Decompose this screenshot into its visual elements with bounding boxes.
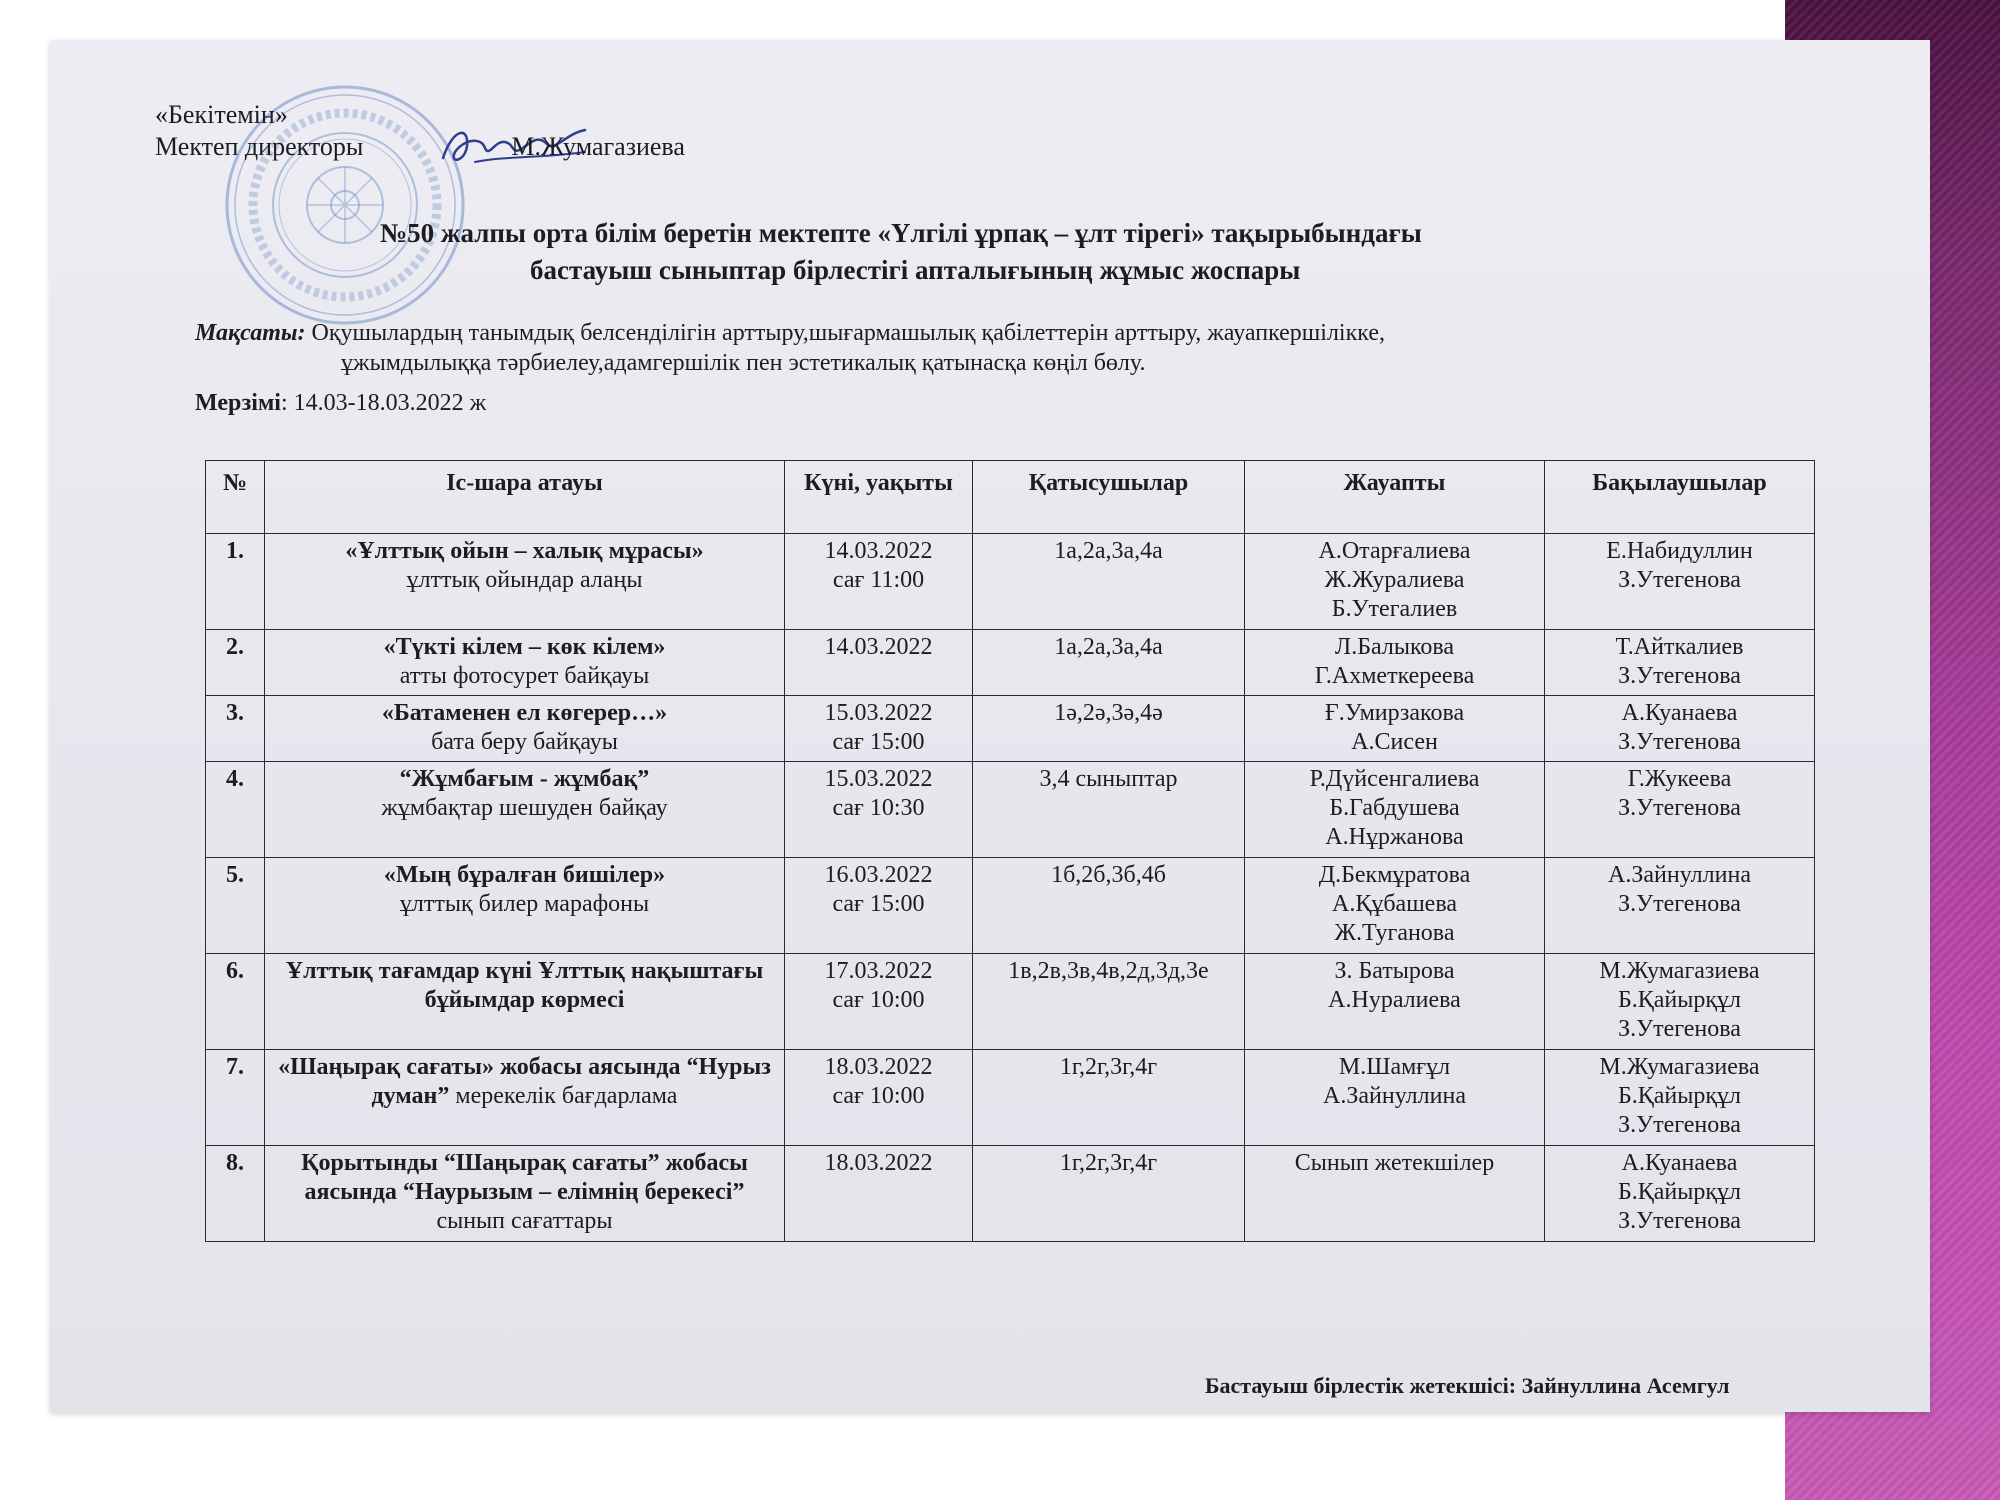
event-title: «Мың бұралған бишілер»	[383, 862, 666, 888]
responsible-name: Ғ.Умирзакова	[1324, 700, 1465, 726]
cell-number	[206, 630, 265, 696]
cell-participants	[973, 1146, 1245, 1242]
responsible-name: Г.Ахметкереева	[1314, 663, 1475, 689]
responsible-name: Р.Дүйсенгалиева	[1309, 766, 1480, 792]
responsible-name: А.Құбашева	[1331, 891, 1457, 917]
participants-value: 1б,2б,3б,4б	[1051, 862, 1166, 888]
responsible-name: М.Шамғұл	[1338, 1054, 1451, 1080]
date-line: 16.03.2022	[824, 862, 933, 888]
cell-date-time	[785, 858, 973, 954]
event-subtitle: ұлттық ойындар алаңы	[406, 567, 643, 593]
goal-text-1: Оқушылардың танымдық белсенділігін арттыру,шығармашылық қабілеттерін арттыру, жауапкершілікке,	[305, 320, 1385, 346]
goal-text-2: ұжымдылыққа тәрбиелеу,адамгершілік пен эстетикалық қатынасқа көңіл бөлу.	[341, 350, 1146, 376]
date-line: 14.03.2022	[824, 538, 933, 564]
row-number: 3.	[226, 700, 244, 726]
cell-participants	[973, 954, 1245, 1050]
responsible-name: Л.Балыкова	[1334, 634, 1455, 660]
date-line: 15.03.2022	[824, 766, 933, 792]
responsible-name: Ж.Журалиева	[1324, 567, 1465, 593]
cell-responsible	[1245, 858, 1545, 954]
participants-value: 1ә,2ә,3ә,4ә	[1054, 700, 1163, 726]
term-section	[195, 390, 486, 417]
participants-value: 1г,2г,3г,4г	[1059, 1150, 1158, 1176]
cell-number	[206, 534, 265, 630]
date-line: сағ 10:00	[832, 1083, 925, 1109]
cell-date-time	[785, 1146, 973, 1242]
observer-name: З.Утегенова	[1618, 1016, 1741, 1042]
observer-name: М.Жумагазиева	[1599, 958, 1760, 984]
event-title: «Батаменен ел көгерер…»	[381, 700, 668, 726]
row-number: 2.	[226, 634, 244, 660]
cell-date-time	[785, 630, 973, 696]
table-row	[206, 762, 1815, 858]
event-subtitle: жұмбақтар шешуден байқау	[381, 795, 668, 821]
row-number: 6.	[226, 958, 244, 984]
row-number: 1.	[226, 538, 244, 564]
event-title-main: Қорытынды “Шаңырақ сағаты” жобасы аясында “Наурызым – елімнің берекесі”	[301, 1150, 748, 1205]
header-responsible: Жауапты	[1245, 461, 1545, 534]
observer-name: Б.Қайырқұл	[1617, 987, 1742, 1013]
event-title	[278, 1054, 771, 1109]
row-number: 7.	[226, 1054, 244, 1080]
cell-number	[206, 696, 265, 762]
date-line: 17.03.2022	[824, 958, 933, 984]
table-row	[206, 1050, 1815, 1146]
cell-observers	[1545, 630, 1815, 696]
observer-name: Б.Қайырқұл	[1617, 1179, 1742, 1205]
header-observers: Бақылаушылар	[1545, 461, 1815, 534]
cell-participants	[973, 630, 1245, 696]
observer-name: Б.Қайырқұл	[1617, 1083, 1742, 1109]
table-row	[206, 954, 1815, 1050]
table-row	[206, 1146, 1815, 1242]
goal-line-1	[195, 318, 1385, 348]
cell-responsible	[1245, 630, 1545, 696]
event-subtitle: бата беру байқауы	[431, 729, 618, 755]
header-participants: Қатысушылар	[973, 461, 1245, 534]
date-line: 14.03.2022	[824, 634, 933, 660]
cell-observers	[1545, 696, 1815, 762]
participants-value: 3,4 сыныптар	[1039, 766, 1178, 792]
cell-date-time	[785, 1050, 973, 1146]
observer-name: А.Зайнуллина	[1608, 862, 1751, 888]
director-line	[155, 132, 685, 162]
cell-number	[206, 1146, 265, 1242]
cell-observers	[1545, 1146, 1815, 1242]
cell-event-name	[265, 534, 785, 630]
cell-date-time	[785, 534, 973, 630]
event-title-suffix: сынып сағаттары	[436, 1208, 613, 1234]
cell-event-name	[265, 630, 785, 696]
document-title-line-1: №50 жалпы орта білім беретін мектепте «Үлгілі ұрпақ – ұлт тірегі» тақырыбындағы	[380, 218, 1422, 248]
observer-name: З.Утегенова	[1618, 795, 1741, 821]
cell-number	[206, 954, 265, 1050]
director-role: Мектеп директоры	[155, 132, 364, 161]
event-title-suffix: мерекелік бағдарлама	[449, 1083, 678, 1109]
event-title: «Ұлттық ойын – халық мұрасы»	[345, 538, 704, 564]
cell-event-name	[265, 1050, 785, 1146]
cell-responsible	[1245, 762, 1545, 858]
cell-responsible	[1245, 954, 1545, 1050]
cell-participants	[973, 858, 1245, 954]
event-subtitle: ұлттық билер марафоны	[399, 891, 650, 917]
observer-name: Е.Набидуллин	[1606, 538, 1753, 564]
document-title-line-2: бастауыш сыныптар бірлестігі апталығының жұмыс жоспары	[530, 255, 1301, 285]
responsible-name: А.Отарғалиева	[1318, 538, 1471, 564]
cell-event-name	[265, 696, 785, 762]
date-line: сағ 15:00	[832, 891, 925, 917]
cell-participants	[973, 534, 1245, 630]
table-body	[206, 534, 1815, 1242]
cell-event-name	[265, 1146, 785, 1242]
cell-observers	[1545, 858, 1815, 954]
table-header-row	[206, 461, 1815, 534]
table-row	[206, 534, 1815, 630]
cell-responsible	[1245, 696, 1545, 762]
term-label: Мерзімі	[195, 390, 281, 416]
table-row	[206, 696, 1815, 762]
date-line: 15.03.2022	[824, 700, 933, 726]
event-plan-table	[205, 460, 1815, 1242]
cell-observers	[1545, 1050, 1815, 1146]
approval-heading: «Бекітемін»	[155, 100, 288, 129]
date-line: сағ 15:00	[832, 729, 925, 755]
responsible-name: Д.Бекмұратова	[1318, 862, 1471, 888]
date-line: сағ 10:00	[832, 987, 925, 1013]
cell-participants	[973, 696, 1245, 762]
observer-name: М.Жумагазиева	[1599, 1054, 1760, 1080]
table-row	[206, 630, 1815, 696]
cell-event-name	[265, 954, 785, 1050]
row-number: 5.	[226, 862, 244, 888]
observer-name: А.Куанаева	[1621, 1150, 1738, 1176]
row-number: 8.	[226, 1150, 244, 1176]
event-title: “Жұмбағым - жұмбақ”	[399, 766, 650, 792]
date-line: сағ 10:30	[832, 795, 925, 821]
event-subtitle: атты фотосурет байқауы	[399, 663, 650, 689]
cell-number	[206, 858, 265, 954]
responsible-name: Сынып жетекшілер	[1294, 1150, 1495, 1176]
responsible-name: А.Нұржанова	[1325, 824, 1464, 850]
cell-responsible	[1245, 1050, 1545, 1146]
date-line: сағ 11:00	[832, 567, 925, 593]
table-row	[206, 858, 1815, 954]
footer-signature: Бастауыш бірлестік жетекшісі: Зайнуллина Асемгул	[1205, 1373, 1730, 1398]
row-number: 4.	[226, 766, 244, 792]
cell-observers	[1545, 534, 1815, 630]
cell-responsible	[1245, 534, 1545, 630]
term-value: : 14.03-18.03.2022 ж	[280, 390, 487, 416]
event-title: Ұлттық тағамдар күні Ұлттық нақыштағы бұйымдар көрмесі	[285, 958, 764, 1013]
responsible-name: А.Сисен	[1351, 729, 1438, 755]
goal-section	[195, 318, 1385, 378]
participants-value: 1г,2г,3г,4г	[1059, 1054, 1158, 1080]
responsible-name: А.Нуралиева	[1328, 987, 1461, 1013]
cell-participants	[973, 762, 1245, 858]
responsible-name: Б.Утегалиев	[1331, 596, 1458, 622]
observer-name: З.Утегенова	[1618, 891, 1741, 917]
cell-date-time	[785, 696, 973, 762]
cell-participants	[973, 1050, 1245, 1146]
observer-name: Т.Айткалиев	[1615, 634, 1744, 660]
cell-date-time	[785, 954, 973, 1050]
cell-responsible	[1245, 1146, 1545, 1242]
observer-name: А.Куанаева	[1621, 700, 1738, 726]
observer-name: Г.Жукеева	[1627, 766, 1732, 792]
observer-name: З.Утегенова	[1618, 1112, 1741, 1138]
event-title	[301, 1150, 748, 1234]
event-title: «Түкті кілем – көк кілем»	[383, 634, 666, 660]
responsible-name: Б.Габдушева	[1329, 795, 1460, 821]
observer-name: З.Утегенова	[1618, 663, 1741, 689]
observer-name: З.Утегенова	[1618, 729, 1741, 755]
date-line: 18.03.2022	[824, 1150, 933, 1176]
cell-event-name	[265, 762, 785, 858]
cell-event-name	[265, 858, 785, 954]
responsible-name: А.Зайнуллина	[1323, 1083, 1466, 1109]
cell-number	[206, 1050, 265, 1146]
header-event-name: Іс-шара атауы	[265, 461, 785, 534]
header-date-time: Күні, уақыты	[785, 461, 973, 534]
participants-value: 1а,2а,3а,4а	[1054, 538, 1163, 564]
event-title-main: «Шаңырақ сағаты» жобасы аясында “Нурыз думан”	[278, 1054, 771, 1109]
observer-name: З.Утегенова	[1618, 567, 1741, 593]
responsible-name: Ж.Туганова	[1334, 920, 1455, 946]
goal-label: Мақсаты:	[195, 320, 306, 346]
cell-number	[206, 762, 265, 858]
cell-observers	[1545, 762, 1815, 858]
participants-value: 1в,2в,3в,4в,2д,3д,3е	[1008, 958, 1209, 984]
header-number: №	[206, 461, 265, 534]
cell-observers	[1545, 954, 1815, 1050]
responsible-name: З. Батырова	[1334, 958, 1455, 984]
cell-date-time	[785, 762, 973, 858]
observer-name: З.Утегенова	[1618, 1208, 1741, 1234]
date-line: 18.03.2022	[824, 1054, 933, 1080]
document-page	[50, 40, 1930, 1412]
director-name: М.Жумагазиева	[511, 132, 685, 161]
participants-value: 1а,2а,3а,4а	[1054, 634, 1163, 660]
